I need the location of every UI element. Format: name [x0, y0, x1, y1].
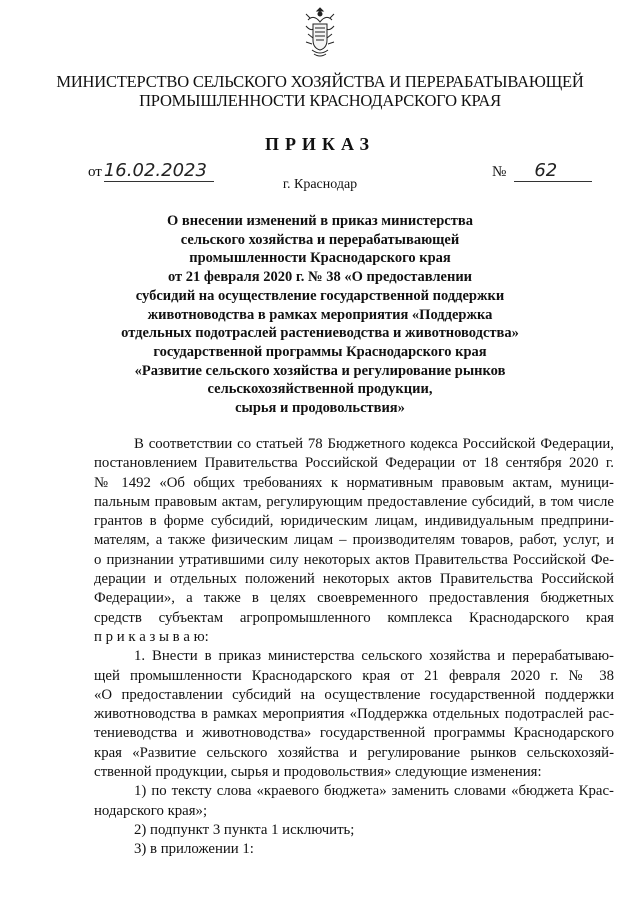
item-1-line: края «Развитие сельского хозяйства и регулирование рынков сельскохозяй- [94, 744, 614, 761]
preamble-line: дерации и отдельных положений некоторых актов Правительства Российской [94, 571, 614, 588]
preamble-line: постановлением Правительства Российской Федерации от 18 сентября 2020 г. [94, 455, 614, 472]
subject-line: государственной программы Краснодарского края [153, 343, 487, 360]
subject-line: О внесении изменений в приказ министерства [167, 213, 473, 229]
item-1-line: щей промышленности Краснодарского края от 21 февраля 2020 г. № 38 [94, 667, 614, 684]
subitem-3: 3) в приложении 1: [134, 841, 254, 858]
subject-line: субсидий на осуществление государственной поддержки [135, 287, 505, 304]
subject-line: сырья и продовольствия» [235, 400, 405, 417]
date-prefix: от [88, 164, 102, 180]
preamble-line: № 1492 «Об общих требованиях к нормативным правовым актам, муници- [94, 474, 614, 491]
item-1-line: 1. Внести в приказ министерства сельского хозяйства и перерабатываю- [134, 648, 614, 665]
subitem-2: 2) подпункт 3 пункта 1 исключить; [134, 821, 355, 838]
subject-line: сельского хозяйства и перерабатывающей [180, 231, 460, 248]
number-prefix: № [492, 164, 507, 180]
subject-line: «Развитие сельского хозяйства и регулирование рынков [134, 362, 506, 379]
city: г. Краснодар [282, 177, 358, 192]
order-word: п р и к а з ы в а ю: [94, 628, 209, 645]
date-value: 16.02.2023 [104, 160, 214, 182]
document-title: ПРИКАЗ [264, 134, 376, 154]
subject-line: животноводства в рамках мероприятия «Поддержка [147, 306, 493, 323]
ministry-line-2: ПРОМЫШЛЕННОСТИ КРАСНОДАРСКОГО КРАЯ [139, 91, 501, 110]
preamble-line: грантов в форме субсидий, юридическим лицам, индивидуальным предприни- [94, 513, 614, 530]
subject-line: от 21 февраля 2020 г. № 38 «О предоставлении [167, 269, 473, 286]
item-1-line: тениеводства и животноводства» государственной программы Краснодарского [94, 725, 614, 742]
preamble-line: В соответствии со статьей 78 Бюджетного кодекса Российской Федерации, [134, 436, 614, 452]
subitem-1-line: нодарского края»; [94, 802, 208, 819]
ministry-name [30, 72, 610, 110]
subject-line: отдельных подотраслей растениеводства и животноводства» [121, 325, 519, 342]
order-subject [60, 212, 580, 418]
preamble-line: Федерации», а также в целях своевременного предоставления бюджетных [94, 590, 614, 607]
ministry-line-1: МИНИСТЕРСТВО СЕЛЬСКОГО ХОЗЯЙСТВА И ПЕРЕРАБАТЫВАЮЩЕЙ [56, 72, 584, 91]
item-1-line: «О предоставлении субсидий на осуществление государственной поддержки [94, 686, 614, 703]
item-1-line: животноводства в рамках мероприятия «Поддержка отдельных подотраслей рас- [94, 706, 614, 723]
preamble-line: о признании утратившими силу некоторых актов Правительства Российской Фе- [94, 551, 614, 568]
coat-of-arms-icon [302, 4, 338, 62]
item-1-line: ственной продукции, сырья и продовольствия» следующие изменения: [94, 764, 542, 781]
subitem-1-line: 1) по тексту слова «краевого бюджета» заменить словами «бюджета Крас- [134, 783, 614, 800]
subject-line: промышленности Краснодарского края [189, 250, 451, 267]
preamble-line: мателям, а также физическим лицам – производителям товаров, работ, услуг, и [94, 532, 614, 549]
subject-line: сельскохозяйственной продукции, [207, 381, 433, 398]
order-body [94, 435, 614, 860]
preamble-line: средств субъектам агропромышленного комплекса Краснодарского края [94, 609, 614, 626]
number-value: 62 [514, 160, 592, 182]
preamble-line: пальным правовым актам, регулирующим предоставление субсидий, в том числе [94, 493, 614, 510]
